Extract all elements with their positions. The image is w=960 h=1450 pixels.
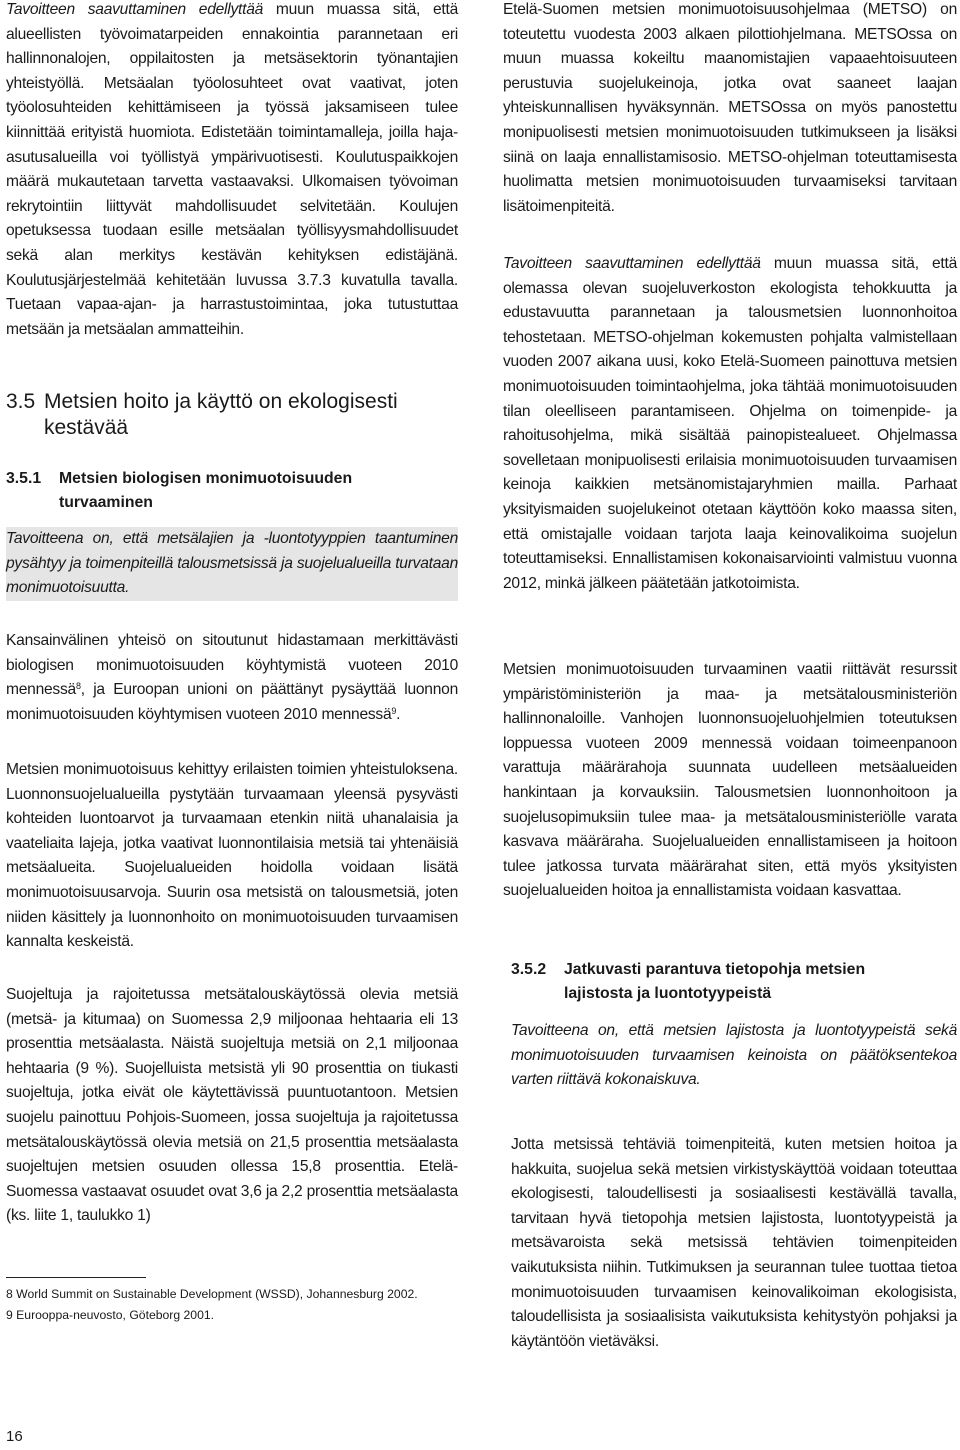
page-number: 16 (6, 1428, 23, 1445)
footnote-9: 9 Eurooppa-neuvosto, Göteborg 2001. (6, 1308, 215, 1322)
intro-lead: Tavoitteen saavuttaminen edellyttää (6, 1, 264, 18)
intro-text: muun muassa sitä, että alueellisten työvoimatarpeiden ennakointia parannetaan eri hallinnonalojen, oppilaitosten ja metsäsektorin työnantajien yhteistyöllä. Metsäalan työolosuhteet ovat vaativat, joten työolosuhteiden kehittämiseen ja työssä jaksamiseen tulee kiinnittää erityistä huomiota. Edistetään toimintamalleja, joilla haja-asutusalueilla voi työllistyä ympärivuotisesti. Koulutuspaikkojen määrä mukautetaan tarvetta vastaavaksi. Ulkomaisen työvoiman rekrytointiin liittyvät mahdollisuudet selvitetään. Koulujen opetuksessa tuodaan esille metsäalan työllisyysmahdollisuudet sekä alan merkitys kestävän kehityksen edistäjänä. Koulutusjärjestelmää kehitetään luvussa 3.7.3 kuvatulla tavalla. Tuetaan vapaa-ajan- ja harrastustoimintaa, joka tutustuttaa metsään ja metsäalan ammatteihin. (6, 1, 458, 338)
subsection-title-line1: Metsien biologisen monimuotoisuuden (59, 470, 353, 487)
footnote-ref-9[interactable]: 9 (391, 705, 397, 716)
p2-text: muun muassa sitä, että olemassa olevan suojeluverkoston ekologista tehokkuutta ja edustavuutta parannetaan ja talousmetsien luonnonhoitoa tehostetaan. METSO-ohjelman kokemusten pohjalta valmistellaan vuoden 2007 aikana uusi, koko Etelä-Suomeen painottuva metsien monimuotoisuuden toimintaohjelma, joka tähtää monimuotoisuuden tilan oleelliseen parantamiseen. Ohjelma on toimenpide- ja rahoitusohjelma, mikä sisältää painopistealueet. Ohjelmassa sovelletaan monipuolisesti erilaisia monimuotoisuuden turvaamisen keinoja kaikkien metsänomistajaryhmien mailla. Parhaat yksityismaiden suojelukeinot otetaan käyttöön koko maassa siten, että omistajalle voidaan tarjota laaja keinovalikoima suojelun toteuttamiseksi. Ennallistamisen kokonaisarviointi valmistuu vuonna 2012, minkä jälkeen päätetään jatkotoimista. (503, 255, 957, 592)
subsection-title-line2: turvaaminen (59, 494, 153, 511)
section-title-line2: kestävää (44, 416, 129, 439)
goal-box-352: Tavoitteena on, että metsien lajistosta ja luontotyypeistä sekä monimuotoisuuden turvaamisen keinoista on päätöksentekoa varten riittävä kokonaiskuva. (511, 1022, 957, 1089)
footnote-8: 8 World Summit on Sustainable Development (WSSD), Johannesburg 2002. (6, 1287, 418, 1301)
p2-lead: Tavoitteen saavuttaminen edellyttää (503, 255, 761, 272)
goal-box-351: Tavoitteena on, että metsälajien ja -luontotyyppien taantuminen pysähtyy ja toimenpiteillä talousmetsissä ja suojelualueilla turvataan monimuotoisuutta. (6, 527, 458, 601)
right-paragraph-1: Etelä-Suomen metsien monimuotoisuusohjelmaa (METSO) on toteutettu vuodesta 2003 alkaen pilottiohjelmana. METSOssa on muun muassa kokeiltu maanomistajien vapaaehtoisuuteen perustuvia suojelukeinoja, jotka ovat saaneet laajan yhteiskunnallisen hyväksynnän. METSOssa on myös panostettu monipuolisesti metsien monimuotoisuuden tutkimukseen ja lisäksi siinä on laaja ennallistamisosio. METSO-ohjelman toteuttamisesta huolimatta metsien monimuotoisuuden turvaamiseksi tarvitaan lisätoimenpiteitä. (503, 1, 957, 215)
right-paragraph-3: Metsien monimuotoisuuden turvaaminen vaatii riittävät resurssit ympäristöministeriön ja maa- ja metsätalousministeriön hallinnonaloille. Vanhojen luonnonsuojeluohjelmien toteutuksen loppuessa vuoteen 2009 mennessä voidaan toimeenpanoon varattuja määrärahoja suunnata uudelleen metsäalueiden hankintaan ja korvauksiin. Talousmetsien luonnonhoitoon ja suojelusopimuksiin tulee maa- ja metsätalousministeriölle varata kasvava määräraha. Suojelualueiden ennallistamiseen ja hoitoon tulee jatkossa turvata määrärahat siten, että myös yksityisten suojelualueiden hoitoa ja ennallistamista voidaan kasvattaa. (503, 661, 957, 900)
subsection-352-title-line1: Jatkuvasti parantuva tietopohja metsien (564, 961, 866, 978)
section-number: 3.5 (6, 390, 36, 413)
subsection-heading-351 (6, 467, 458, 515)
left-paragraph-3: Suojeltuja ja rajoitetussa metsätalouskäytössä olevia metsiä (metsä- ja kitumaa) on Suomessa 2,9 miljoonaa hehtaaria eli 13 prosenttia metsäalasta. Näistä suojeltuja metsiä on 2,1 miljoonaa hehtaaria (9 %). Suojelluista metsistä yli 90 prosenttia on tiukasti suojeltuja, jotka eivät ole käytettävissä puuntuotantoon. Metsien suojelu painottuu Pohjois-Suomeen, jossa suojeltuja ja rajoitetussa metsätalouskäytössä olevia metsiä on 21,5 prosenttia metsäalasta suojeltujen metsien osuuden ollessa 15,8 prosenttia. Etelä-Suomessa vastaavat osuudet ovat 3,6 ja 2,2 prosenttia metsäalasta (ks. liite 1, taulukko 1) (6, 986, 458, 1225)
subsection-number: 3.5.1 (6, 470, 42, 487)
left-paragraph-1 (6, 629, 458, 727)
intro-paragraph (6, 0, 458, 342)
right-paragraph-4: Jotta metsissä tehtäviä toimenpiteitä, kuten metsien hoitoa ja hakkuita, suojelua sekä metsien virkistyskäyttöä voidaan toteuttaa ekologisesti, taloudellisesti ja sosiaalisesti kestävällä tavalla, tarvitaan hyvä tietopohja metsien lajistosta, luontotyypeistä ja metsävaroista sekä metsissä tehtävien toimenpiteiden vaikutuksista niihin. Tutkimuksen ja seurannan tulee tuottaa tietoa monimuotoisuuden turvaamisen keinovalikoiman ekologisista, taloudellisista ja sosiaalisista vaikutuksista kehitystyön pohjaksi ja käytäntöön vietäväksi. (511, 1136, 957, 1350)
footnote-ref-8[interactable]: 8 (75, 681, 81, 692)
subsection-number-352: 3.5.2 (511, 961, 547, 978)
p1-text-a: Kansainvälinen yhteisö on sitoutunut hidastamaan merkittävästi biologisen monimuotoisuuden köyhtymistä vuoteen 2010 mennessä (6, 632, 458, 699)
subsection-heading-352 (511, 958, 957, 1006)
p1-text-b: , ja Euroopan unioni on päättänyt pysäyttää luonnon monimuotoisuuden köyhtymisen vuoteen 2010 mennessä (6, 681, 458, 723)
left-paragraph-2: Metsien monimuotoisuus kehittyy erilaisten toimien yhteistuloksena. Luonnonsuojelualueilla pystytään turvaamaan yleensä pysyvästi kohteiden luontoarvot ja turvaamaan etenkin niitä uhanalaisia ja vaateliaita lajeja, jotka vaativat luonnontilaisia metsiä tai yhtenäisiä metsäalueita. Suojelualueiden hoidolla voidaan lisätä monimuotoisuusarvoja. Suurin osa metsistä on talousmetsiä, joten niiden käsittely ja luonnonhoito on monimuotoisuuden turvaamisen kannalta keskeistä. (6, 761, 458, 951)
subsection-352-title-line2: lajistosta ja luontotyypeistä (564, 985, 772, 1002)
footnote-divider (6, 1277, 146, 1278)
section-heading (6, 389, 458, 441)
section-title-line1: Metsien hoito ja käyttö on ekologisesti (44, 390, 398, 413)
right-paragraph-2 (503, 252, 957, 596)
p1-text-c: . (396, 705, 401, 723)
